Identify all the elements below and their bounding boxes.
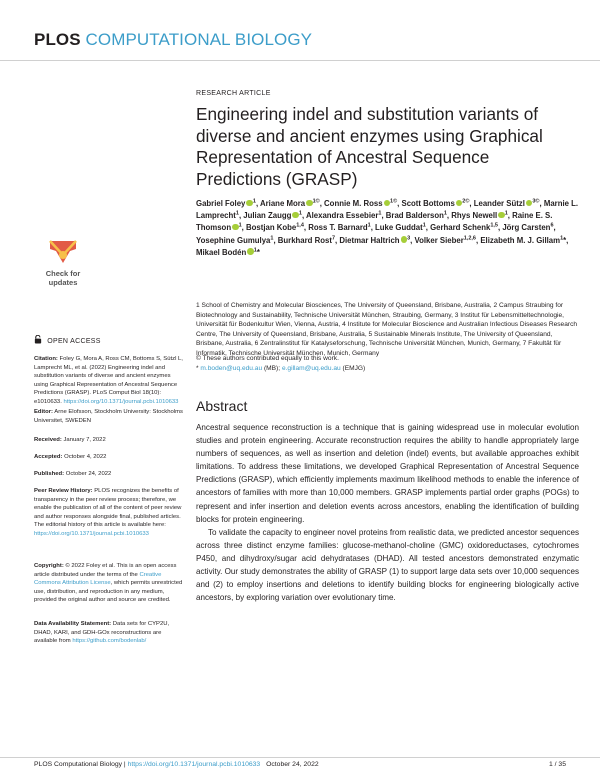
author-name: Julian Zaugg [243,211,292,221]
author-affiliation-marker: 1© [390,198,398,205]
author-name: Bostjan Kobe [246,223,297,233]
journal-header [34,30,312,50]
abstract-body [196,421,579,604]
author-name: Yosephine Gumulya [196,235,271,245]
corresponding-authors [196,364,581,374]
author-name: Scott Bottoms [401,199,455,208]
email-link-gillam[interactable]: e.gillam@uq.edu.au [281,365,341,372]
peer-review-block [34,487,184,538]
corresponding-marker: * [256,247,260,257]
author-name: Connie M. Ross [324,199,383,208]
abstract-paragraph-1: Ancestral sequence reconstruction is a technique that is gaining widespread use in molecular evolution studies and protein engineering. Accurate reconstruction requires the ability to handle appropriately large numbers of sequences, as well as insertion and deletion (indel) events, but available approaches exhibit limitations. To address these limitations, we developed Graphical Representation of Ancestral Sequence Predictions (GRASP), which efficiently implements maximum likelihood methods to enable the inference of ancestors of families with more than 10,000 members. GRASP implements partial order graphs (POGs) to represent and infer insertion and deletion events across ancestors, enabling the identification of building blocks for protein engineering. [196,423,579,524]
data-availability-block [34,620,184,646]
author-name: Elizabeth M. J. Gillam [480,235,561,245]
author-affiliation-marker: 7 [331,235,335,242]
footer-doi-link[interactable]: https://doi.org/10.1371/journal.pcbi.1010633 [127,761,261,768]
footer-journal: PLOS Computational Biology [34,761,123,768]
author-name: Brad Balderson [385,211,444,221]
author-name: Rhys Newell [451,211,498,221]
author-affiliation-marker: 1,2,6 [463,235,476,242]
journal-name: COMPUTATIONAL BIOLOGY [85,30,313,49]
author-affiliation-marker: 1 [235,210,239,217]
author-affiliation-marker: 3© [532,198,540,205]
copyright-label: Copyright: [34,563,64,569]
author-name: Burkhard Rost [277,235,332,245]
author-affiliation-marker: 1© [312,198,320,205]
author-name: Leander Sützl [473,199,525,208]
citation-doi-link[interactable]: https://doi.org/10.1371/journal.pcbi.1010633 [63,398,179,405]
received-block [34,436,184,445]
peer-review-link[interactable]: https://doi.org/10.1371/journal.pcbi.1010633 [34,530,149,537]
license-link[interactable]: Creative Commons Attribution License [34,571,162,586]
author-name: Raine E. S. Thomson [196,211,553,233]
article-type: RESEARCH ARTICLE [196,90,271,97]
author-affiliation-marker: 1 [378,210,382,217]
author-affiliation-marker: 1,4 [296,222,304,229]
editor-text: Arne Elofsson, Stockholm University: Stockholms Universitet, SWEDEN [34,409,183,424]
peer-review-text: PLOS recognizes the benefits of transparency in the peer review process; therefore, we enable the publication of all of the content of peer review and author responses alongside final, published articles. The editorial history of this article is available here: [34,488,182,528]
check-label-line2: updates [48,277,78,287]
affiliations: 1 School of Chemistry and Molecular Biosciences, The University of Queensland, Brisbane, Australia, 2 Campus Straubing for Biotechnology and Sustainability, Technische Universität München, Straubing, Germany, 3 Institut für Lebensmitteltechnologie, Universität für Bodenkultur Wien, Vienna, Austria, 4 Institute for Molecular Bioscience and Australian Infectious Diseases Research Centre, The University of Queensland, Brisbane, Australia, 5 Sustainable Minerals Institute, The University of Queensland, Brisbane, Australia, 6 Zentralinstitut für Katalyseforschung, Technische Universität München, Munich, Germany, 7 Fakultät für Informatik, Technische Universität München, Munich, Germany [196,302,578,357]
author-affiliation-marker: 1 [367,222,371,229]
footer-date: October 24, 2022 [266,761,319,768]
check-for-updates-label[interactable] [36,270,90,287]
copyright-text-end: , which permits unrestricted use, distribution, and reproduction in any medium, provided the original author and source are credited. [34,580,183,603]
open-access-badge [34,335,101,345]
check-label-line1: Check for [45,269,81,278]
data-availability-text: Data sets for CYP2U, DHAD, KARI, and GDH-GOx reconstructions are available from [34,621,170,644]
editor-block [34,408,184,425]
published-date: October 24, 2022 [65,471,112,477]
author-name: Dietmar Haltrich [339,235,400,245]
author-name: Luke Guddat [375,223,423,233]
author-name: Jörg Carsten [502,223,551,233]
corresponding-star: * [196,365,199,372]
data-github-link[interactable]: https://github.com/bodenlab/ [72,638,147,644]
open-lock-icon [34,335,42,344]
author-name: Gabriel Foley [196,199,246,208]
citation-text: Foley G, Mora A, Ross CM, Bottoms S, Sützl L, Lamprecht ML, et al. (2022) Engineering indel and substitution variants of diverse and ancient enzymes using Graphical Representation of Ancestral Sequence Predictions (GRASP). PLoS Comput Biol 18(10): e1010633. [34,356,183,405]
corresponding-marker: * [563,235,567,245]
accepted-date: October 4, 2022 [64,454,107,460]
citation-label: Citation: [34,356,58,362]
data-availability-label: Data Availability Statement: [34,621,112,627]
footer-divider [0,757,600,758]
author-affiliation-marker: 1 [422,222,426,229]
author-affiliation-marker: 1,5 [490,222,498,229]
author-affiliation-marker: 1 [252,198,256,205]
author-affiliation-marker: 1 [443,210,447,217]
author-name: Ariane Mora [260,199,306,208]
footer-separator: | [123,761,126,768]
peer-review-label: Peer Review History: [34,488,93,494]
author-affiliation-marker: 1 [238,222,242,229]
header-divider [0,60,600,61]
accepted-block [34,453,184,462]
author-affiliation-marker: 1 [253,247,257,254]
received-date: January 7, 2022 [63,437,106,443]
author-name: Marnie L. Lamprecht [196,199,579,221]
author-affiliation-marker: 6 [550,222,554,229]
received-label: Received: [34,437,62,443]
email-label-mb: (MB); [263,365,281,372]
copyright-text: © 2022 Foley et al. This is an open access article distributed under the terms of the [34,563,177,578]
published-block [34,470,184,479]
page-number: 1 / 35 [548,761,566,768]
author-name: Mikael Bodén [196,247,247,257]
journal-brand: PLOS [34,30,81,49]
author-affiliation-marker: 2© [462,198,470,205]
published-label: Published: [34,471,65,477]
author-list: Gabriel Foley $^1$, Ariane Mora $^{1©}$, Connie M. Ross $^{1©}$, Scott Bottoms $^{2©}$, Leander Sützl $^{3©}$, Marnie L. Lamprecht$^1$, Julian Zaugg $^1$, Alexandra Essebier$^1$, Brad Balderson$^1$, Rhys Newell $^1$, Raine E. S. Thomson $^1$, Bostjan Kobe$^{1,4}$, Ross T. Barnard$^1$, Luke Guddat$^1$, Gerhard Schenk$^{1,5}$, Jörg Carsten$^6$, Yosephine Gumulya$^1$, Burkhard Rost$^7$, Dietmar Haltrich $^3$, Volker Sieber$^{1,2,6}$, Elizabeth M. J. Gillam$^1$*, Mikael Bodén $^1$* [196,198,579,257]
author-name: Gerhard Schenk [430,223,491,233]
email-label-emjg: (EMJG) [342,365,366,372]
editor-label: Editor: [34,409,53,415]
citation-block [34,355,184,406]
author-affiliation-marker: 1 [270,235,274,242]
author-name: Volker Sieber [414,235,464,245]
article-title: Engineering indel and substitution variants of diverse and ancient enzymes using Graphical Representation of Ancestral Sequence Predictions (GRASP) [196,104,543,189]
author-affiliation-marker: 1 [504,210,508,217]
copyright-block [34,562,184,605]
page-footer [34,761,566,768]
author-name: Alexandra Essebier [305,211,379,221]
abstract-heading: Abstract [196,398,248,414]
author-affiliation-marker: 1 [560,235,564,242]
email-link-boden[interactable]: m.boden@uq.edu.au [200,365,263,372]
author-affiliation-marker: 3 [407,235,411,242]
equal-contribution-note: © These authors contributed equally to this work. [196,355,339,362]
author-affiliation-marker: 1 [298,210,302,217]
author-name: Ross T. Barnard [308,223,368,233]
abstract-paragraph-2: To validate the capacity to engineer novel proteins from realistic data, we predicted ancestor sequences across three distinct enzyme families: glucose-methanol-choline (GMC) oxidoreductases, cytochromes P450, and dihydroxy/sugar acid dehydratases (DHAD). All tested ancestors demonstrated enzymatic activity. Our study demonstrates the ability of GRASP (1) to support large data sets over 10,000 sequences and (2) to employ insertions and deletions to identify building blocks for engineering biologically active ancestors, by exploring variation over evolutionary time. [196,527,580,603]
open-access-label: OPEN ACCESS [47,338,101,345]
accepted-label: Accepted: [34,454,63,460]
